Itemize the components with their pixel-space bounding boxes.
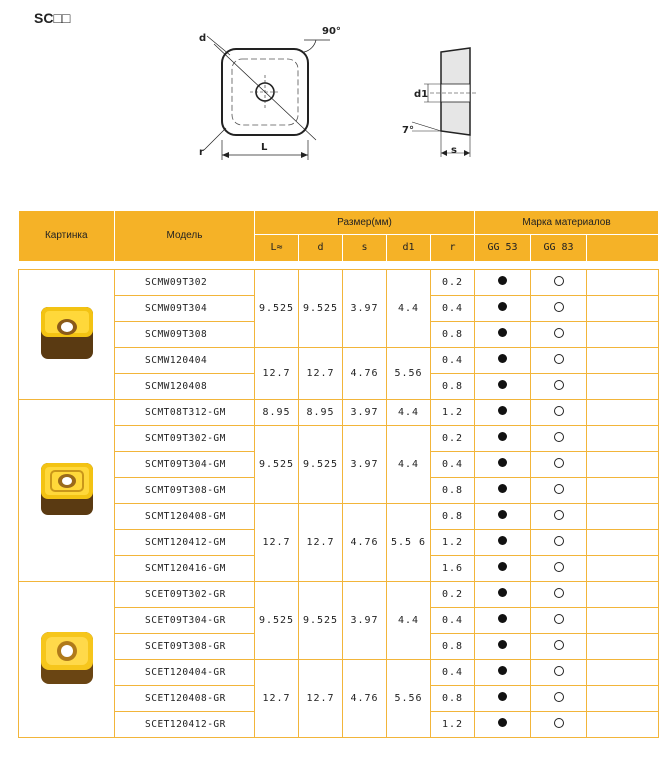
sub-L: L≈ <box>255 234 299 261</box>
empty-cell <box>587 269 659 295</box>
insert-side-view <box>402 48 478 157</box>
size-L-cell: 9.525 <box>255 425 299 503</box>
label-7: 7° <box>402 125 414 136</box>
filled-dot-icon <box>498 484 507 493</box>
gg53-mark-cell <box>475 555 531 581</box>
sub-d: d <box>299 234 343 261</box>
open-circle-icon <box>554 510 564 520</box>
size-d-cell: 9.525 <box>299 425 343 503</box>
gg53-mark-cell <box>475 529 531 555</box>
open-circle-icon <box>554 640 564 650</box>
empty-cell <box>587 321 659 347</box>
filled-dot-icon <box>498 380 507 389</box>
gg83-mark-cell <box>531 555 587 581</box>
gg83-mark-cell <box>531 399 587 425</box>
open-circle-icon <box>554 666 564 676</box>
gg83-mark-cell <box>531 451 587 477</box>
size-s-cell: 3.97 <box>343 399 387 425</box>
label-r: r <box>199 147 204 158</box>
size-d-cell: 12.7 <box>299 659 343 737</box>
label-L: L <box>261 142 268 153</box>
size-s-cell: 3.97 <box>343 581 387 659</box>
radius-cell: 0.4 <box>431 451 475 477</box>
filled-dot-icon <box>498 354 507 363</box>
model-cell: SCMT09T304-GM <box>115 451 255 477</box>
empty-cell <box>587 711 659 737</box>
col-model: Модель <box>115 211 255 261</box>
label-s: s <box>451 145 457 156</box>
sub-d1: d1 <box>387 234 431 261</box>
gg83-mark-cell <box>531 685 587 711</box>
gg53-mark-cell <box>475 451 531 477</box>
radius-cell: 0.2 <box>431 581 475 607</box>
gg83-mark-cell <box>531 373 587 399</box>
radius-cell: 1.2 <box>431 529 475 555</box>
scet-gr-insert-image <box>19 581 115 737</box>
gg53-mark-cell <box>475 685 531 711</box>
page-title: SC□□ <box>34 10 71 26</box>
filled-dot-icon <box>498 406 507 415</box>
size-d-cell: 12.7 <box>299 503 343 581</box>
size-L-cell: 12.7 <box>255 659 299 737</box>
empty-cell <box>587 633 659 659</box>
gg53-mark-cell <box>475 321 531 347</box>
table-row <box>19 347 659 373</box>
radius-cell: 0.8 <box>431 373 475 399</box>
gg53-mark-cell <box>475 633 531 659</box>
size-L-cell: 12.7 <box>255 347 299 399</box>
model-cell: SCET09T308-GR <box>115 633 255 659</box>
col-picture: Картинка <box>19 211 115 261</box>
filled-dot-icon <box>498 666 507 675</box>
size-s-cell: 4.76 <box>343 347 387 399</box>
radius-cell: 0.4 <box>431 347 475 373</box>
model-cell: SCMT120416-GM <box>115 555 255 581</box>
sub-gg53: GG 53 <box>475 234 531 261</box>
filled-dot-icon <box>498 718 507 727</box>
model-cell: SCET120404-GR <box>115 659 255 685</box>
sub-gg83: GG 83 <box>531 234 587 261</box>
filled-dot-icon <box>498 302 507 311</box>
gg53-mark-cell <box>475 659 531 685</box>
radius-cell: 0.2 <box>431 269 475 295</box>
radius-cell: 0.4 <box>431 295 475 321</box>
model-cell: SCMT09T302-GM <box>115 425 255 451</box>
radius-cell: 1.2 <box>431 399 475 425</box>
open-circle-icon <box>554 328 564 338</box>
open-circle-icon <box>554 432 564 442</box>
size-L-cell: 9.525 <box>255 269 299 347</box>
sub-s: s <box>343 234 387 261</box>
open-circle-icon <box>554 692 564 702</box>
empty-cell <box>587 399 659 425</box>
radius-cell: 0.8 <box>431 685 475 711</box>
model-cell: SCET09T302-GR <box>115 581 255 607</box>
gg53-mark-cell <box>475 347 531 373</box>
open-circle-icon <box>554 562 564 572</box>
radius-cell: 0.8 <box>431 503 475 529</box>
model-cell: SCMW120408 <box>115 373 255 399</box>
model-cell: SCMT09T308-GM <box>115 477 255 503</box>
gg83-mark-cell <box>531 477 587 503</box>
radius-cell: 0.4 <box>431 607 475 633</box>
radius-cell: 0.8 <box>431 477 475 503</box>
gg53-mark-cell <box>475 503 531 529</box>
gg53-mark-cell <box>475 711 531 737</box>
empty-cell <box>587 555 659 581</box>
filled-dot-icon <box>498 276 507 285</box>
gg83-mark-cell <box>531 347 587 373</box>
model-cell: SCMT120412-GM <box>115 529 255 555</box>
size-L-cell: 12.7 <box>255 503 299 581</box>
scmw-insert-image <box>19 269 115 399</box>
open-circle-icon <box>554 614 564 624</box>
open-circle-icon <box>554 354 564 364</box>
insert-diagram <box>0 0 670 210</box>
radius-cell: 1.2 <box>431 711 475 737</box>
table-body <box>19 269 659 737</box>
size-d-cell: 12.7 <box>299 347 343 399</box>
open-circle-icon <box>554 588 564 598</box>
gg83-mark-cell <box>531 633 587 659</box>
gg53-mark-cell <box>475 269 531 295</box>
filled-dot-icon <box>498 562 507 571</box>
gg53-mark-cell <box>475 425 531 451</box>
size-d1-cell: 5.56 <box>387 347 431 399</box>
size-d1-cell: 4.4 <box>387 399 431 425</box>
filled-dot-icon <box>498 458 507 467</box>
empty-cell <box>587 477 659 503</box>
filled-dot-icon <box>498 510 507 519</box>
empty-cell <box>587 347 659 373</box>
col-size: Размер(мм) <box>255 211 475 234</box>
filled-dot-icon <box>498 432 507 441</box>
gg83-mark-cell <box>531 321 587 347</box>
table-row <box>19 425 659 451</box>
empty-cell <box>587 451 659 477</box>
filled-dot-icon <box>498 640 507 649</box>
empty-cell <box>587 373 659 399</box>
size-d1-cell: 4.4 <box>387 425 431 503</box>
empty-cell <box>587 503 659 529</box>
radius-cell: 0.8 <box>431 633 475 659</box>
gg83-mark-cell <box>531 425 587 451</box>
label-90: 90° <box>322 26 341 37</box>
open-circle-icon <box>554 302 564 312</box>
table-row <box>19 399 659 425</box>
label-d: d <box>199 33 207 44</box>
model-cell: SCMT08T312-GM <box>115 399 255 425</box>
open-circle-icon <box>554 718 564 728</box>
empty-cell <box>587 425 659 451</box>
model-cell: SCET120412-GR <box>115 711 255 737</box>
radius-cell: 1.6 <box>431 555 475 581</box>
table-row <box>19 503 659 529</box>
size-s-cell: 4.76 <box>343 659 387 737</box>
scmt-gm-insert-image <box>19 399 115 581</box>
label-d1: d1 <box>414 89 429 100</box>
insert-spec-table <box>18 211 659 738</box>
model-cell: SCMW09T302 <box>115 269 255 295</box>
model-cell: SCET120408-GR <box>115 685 255 711</box>
gg83-mark-cell <box>531 295 587 321</box>
gg83-mark-cell <box>531 607 587 633</box>
empty-cell <box>587 659 659 685</box>
size-d1-cell: 5.56 <box>387 659 431 737</box>
empty-cell <box>587 581 659 607</box>
size-d1-cell: 5.5 6 <box>387 503 431 581</box>
gg83-mark-cell <box>531 711 587 737</box>
empty-cell <box>587 295 659 321</box>
open-circle-icon <box>554 406 564 416</box>
size-s-cell: 4.76 <box>343 503 387 581</box>
table-row <box>19 581 659 607</box>
radius-cell: 0.2 <box>431 425 475 451</box>
empty-cell <box>587 607 659 633</box>
size-d1-cell: 4.4 <box>387 581 431 659</box>
filled-dot-icon <box>498 328 507 337</box>
filled-dot-icon <box>498 588 507 597</box>
gg53-mark-cell <box>475 399 531 425</box>
gg83-mark-cell <box>531 529 587 555</box>
radius-cell: 0.4 <box>431 659 475 685</box>
gg53-mark-cell <box>475 581 531 607</box>
gg53-mark-cell <box>475 295 531 321</box>
model-cell: SCET09T304-GR <box>115 607 255 633</box>
gg53-mark-cell <box>475 607 531 633</box>
gg53-mark-cell <box>475 373 531 399</box>
gg83-mark-cell <box>531 269 587 295</box>
size-d-cell: 8.95 <box>299 399 343 425</box>
insert-top-view <box>199 26 341 160</box>
gg83-mark-cell <box>531 503 587 529</box>
size-s-cell: 3.97 <box>343 269 387 347</box>
filled-dot-icon <box>498 536 507 545</box>
radius-cell: 0.8 <box>431 321 475 347</box>
size-L-cell: 9.525 <box>255 581 299 659</box>
open-circle-icon <box>554 458 564 468</box>
sub-r: r <box>431 234 475 261</box>
size-d-cell: 9.525 <box>299 269 343 347</box>
gg83-mark-cell <box>531 659 587 685</box>
table-row <box>19 269 659 295</box>
filled-dot-icon <box>498 614 507 623</box>
open-circle-icon <box>554 536 564 546</box>
model-cell: SCMT120408-GM <box>115 503 255 529</box>
filled-dot-icon <box>498 692 507 701</box>
model-cell: SCMW09T304 <box>115 295 255 321</box>
size-L-cell: 8.95 <box>255 399 299 425</box>
model-cell: SCMW09T308 <box>115 321 255 347</box>
gg83-mark-cell <box>531 581 587 607</box>
size-s-cell: 3.97 <box>343 425 387 503</box>
col-grade: Марка материалов <box>475 211 659 234</box>
table-row <box>19 659 659 685</box>
gg53-mark-cell <box>475 477 531 503</box>
size-d1-cell: 4.4 <box>387 269 431 347</box>
size-d-cell: 9.525 <box>299 581 343 659</box>
empty-cell <box>587 685 659 711</box>
open-circle-icon <box>554 276 564 286</box>
empty-cell <box>587 529 659 555</box>
model-cell: SCMW120404 <box>115 347 255 373</box>
open-circle-icon <box>554 380 564 390</box>
open-circle-icon <box>554 484 564 494</box>
